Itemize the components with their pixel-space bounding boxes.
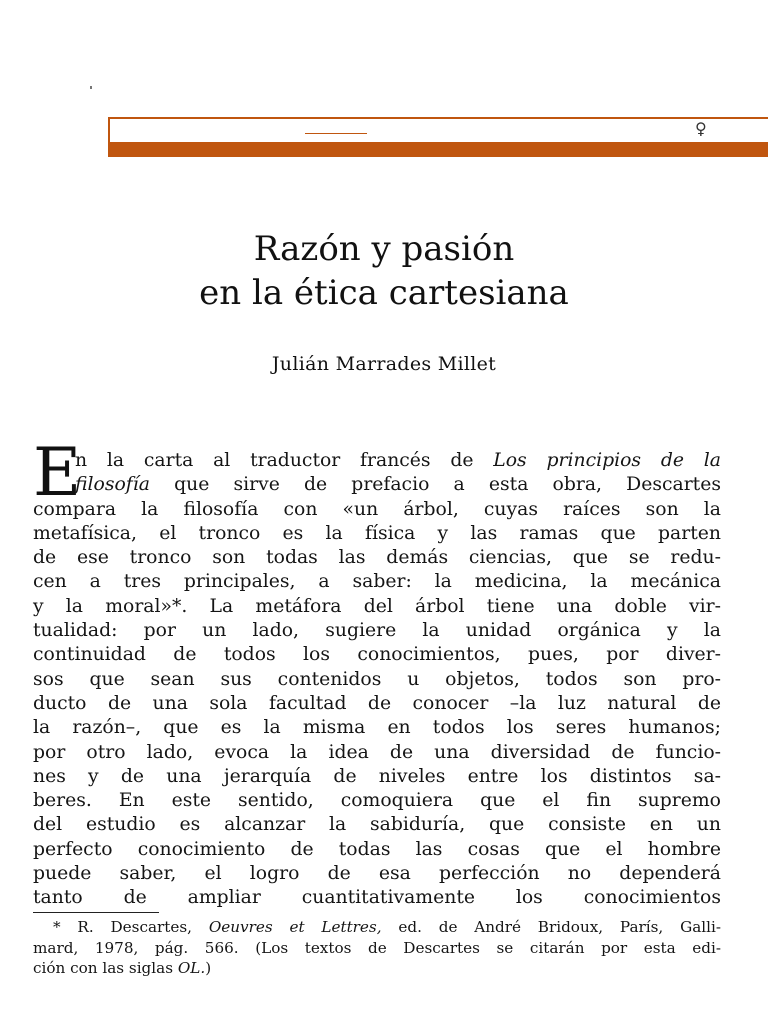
body-line: y la moral»*. La metáfora del árbol tiene una doble vir- [33, 595, 721, 617]
body-line: por otro lado, evoca la idea de una diversidad de funcio- [33, 741, 721, 763]
body-line: perfecto conocimiento de todas las cosas que el hombre [33, 838, 721, 860]
body-line: la razón–, que es la misma en todos los seres humanos; [33, 717, 721, 739]
body-line: puede saber, el logro de esa perfección no dependerá [33, 863, 721, 885]
body-line: compara la filosofía con «un árbol, cuyas raíces son la [33, 498, 721, 520]
body-line: continuidad de todos los conocimientos, pues, por diver- [33, 644, 721, 666]
body-line: filosofía que sirve de prefacio a esta obra, Descartes [75, 474, 721, 496]
journal-header-band [108, 117, 768, 157]
body-line: beres. En este sentido, comoquiera que el fin supremo [33, 790, 721, 812]
body-line: nes y de una jerarquía de niveles entre los distintos sa- [33, 765, 721, 787]
body-line: n la carta al traductor francés de Los principios de la [75, 450, 721, 471]
body-line: de ese tronco son todas las demás ciencias, que se redu- [33, 547, 721, 569]
body-line: sos que sean sus contenidos u objetos, todos son pro- [33, 668, 721, 690]
body-line: metafísica, el tronco es la física y las ramas que parten [33, 522, 721, 544]
body-text [33, 434, 721, 911]
drop-cap: E [33, 434, 82, 511]
header-accent-bar [110, 142, 768, 157]
title-line-1: Razón y pasión [253, 229, 515, 269]
title-line-2: en la ética cartesiana [199, 273, 569, 313]
header-rule [305, 133, 367, 134]
header-ornament-icon: ♀ [695, 119, 707, 138]
footnote-line: ción con las siglas OL.) [33, 959, 212, 977]
author-name: Julián Marrades Millet [271, 353, 497, 375]
footnote [33, 917, 721, 979]
footnote-line: * R. Descartes, Oeuvres et Lettres, ed. de André Bridoux, París, Galli- [53, 918, 721, 936]
body-line: ducto de una sola facultad de conocer –la luz natural de [33, 692, 721, 714]
body-line: del estudio es alcanzar la sabiduría, que consiste en un [33, 814, 721, 836]
body-line: cen a tres principales, a saber: la medicina, la mecánica [33, 571, 721, 593]
body-line: tualidad: por un lado, sugiere la unidad orgánica y la [33, 620, 721, 642]
body-line: tanto de ampliar cuantitativamente los conocimientos [33, 887, 721, 909]
footnote-divider [33, 912, 159, 913]
scan-mark [90, 86, 92, 89]
footnote-line: mard, 1978, pág. 566. (Los textos de Descartes se citarán por esta edi- [33, 938, 721, 957]
article-title [0, 227, 768, 315]
